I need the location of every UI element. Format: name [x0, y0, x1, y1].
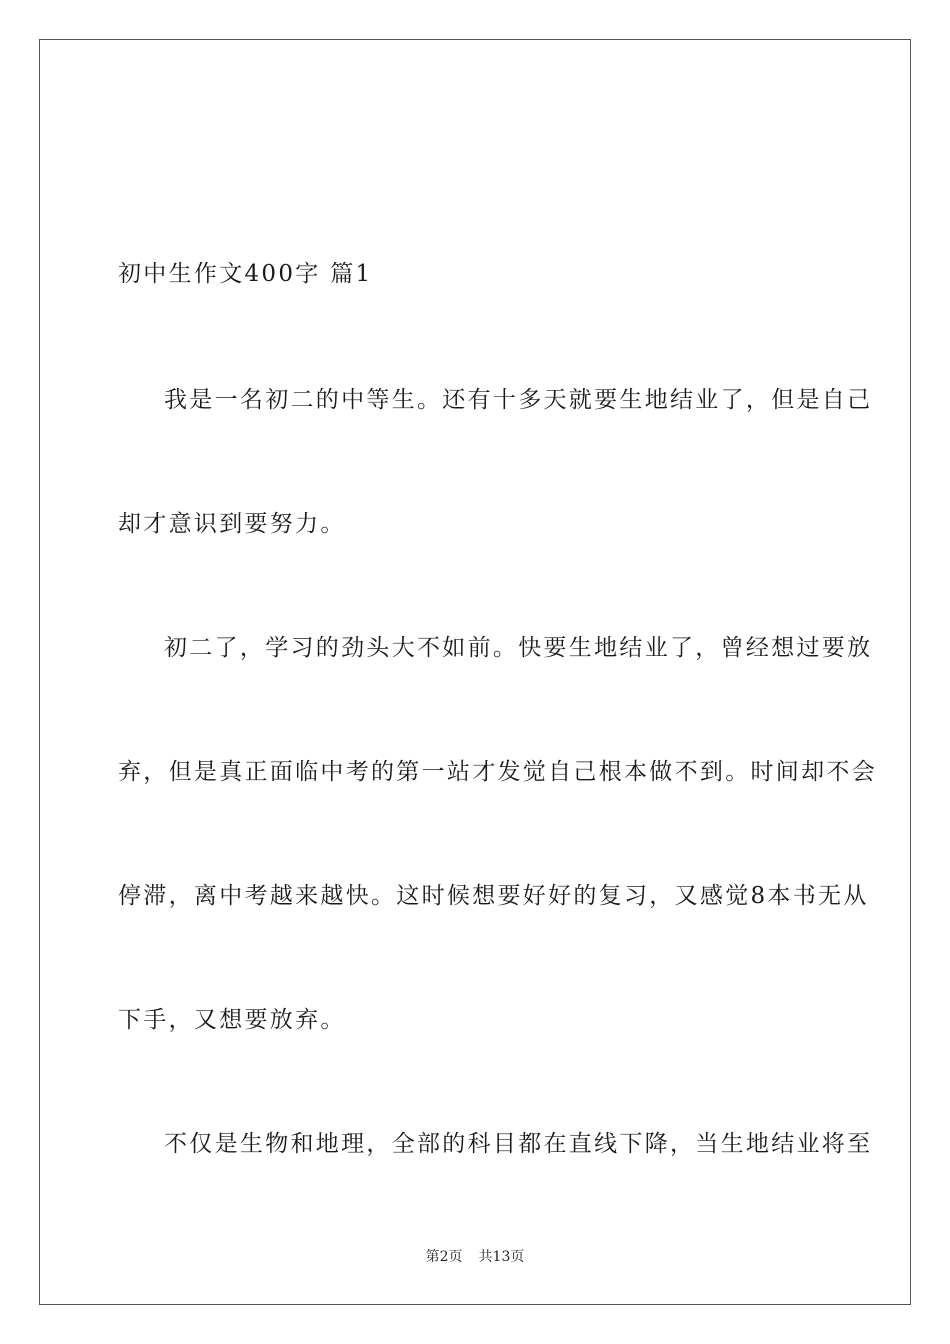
paragraph-2-line-4: 下手，又想要放弃。	[118, 1007, 346, 1033]
page-border	[39, 39, 911, 1305]
paragraph-2-line-3: 停滞，离中考越来越快。这时候想要好好的复习，又感觉8本书无从	[118, 883, 869, 909]
page-footer	[0, 1247, 950, 1267]
paragraph-1-line-1: 我是一名初二的中等生。还有十多天就要生地结业了，但是自己	[164, 387, 873, 413]
paragraph-2-line-1: 初二了，学习的劲头大不如前。快要生地结业了，曾经想过要放	[164, 635, 873, 661]
paragraph-3-line-1: 不仅是生物和地理，全部的科目都在直线下降，当生地结业将至	[164, 1131, 873, 1157]
paragraph-2-line-2: 弃，但是真正面临中考的第一站才发觉自己根本做不到。时间却不会	[118, 759, 877, 785]
essay-heading: 初中生作文400字 篇1	[118, 261, 373, 287]
page-total: 共13页	[478, 1249, 525, 1265]
page-number: 第2页	[425, 1249, 463, 1265]
paragraph-1-line-2: 却才意识到要努力。	[118, 511, 346, 537]
